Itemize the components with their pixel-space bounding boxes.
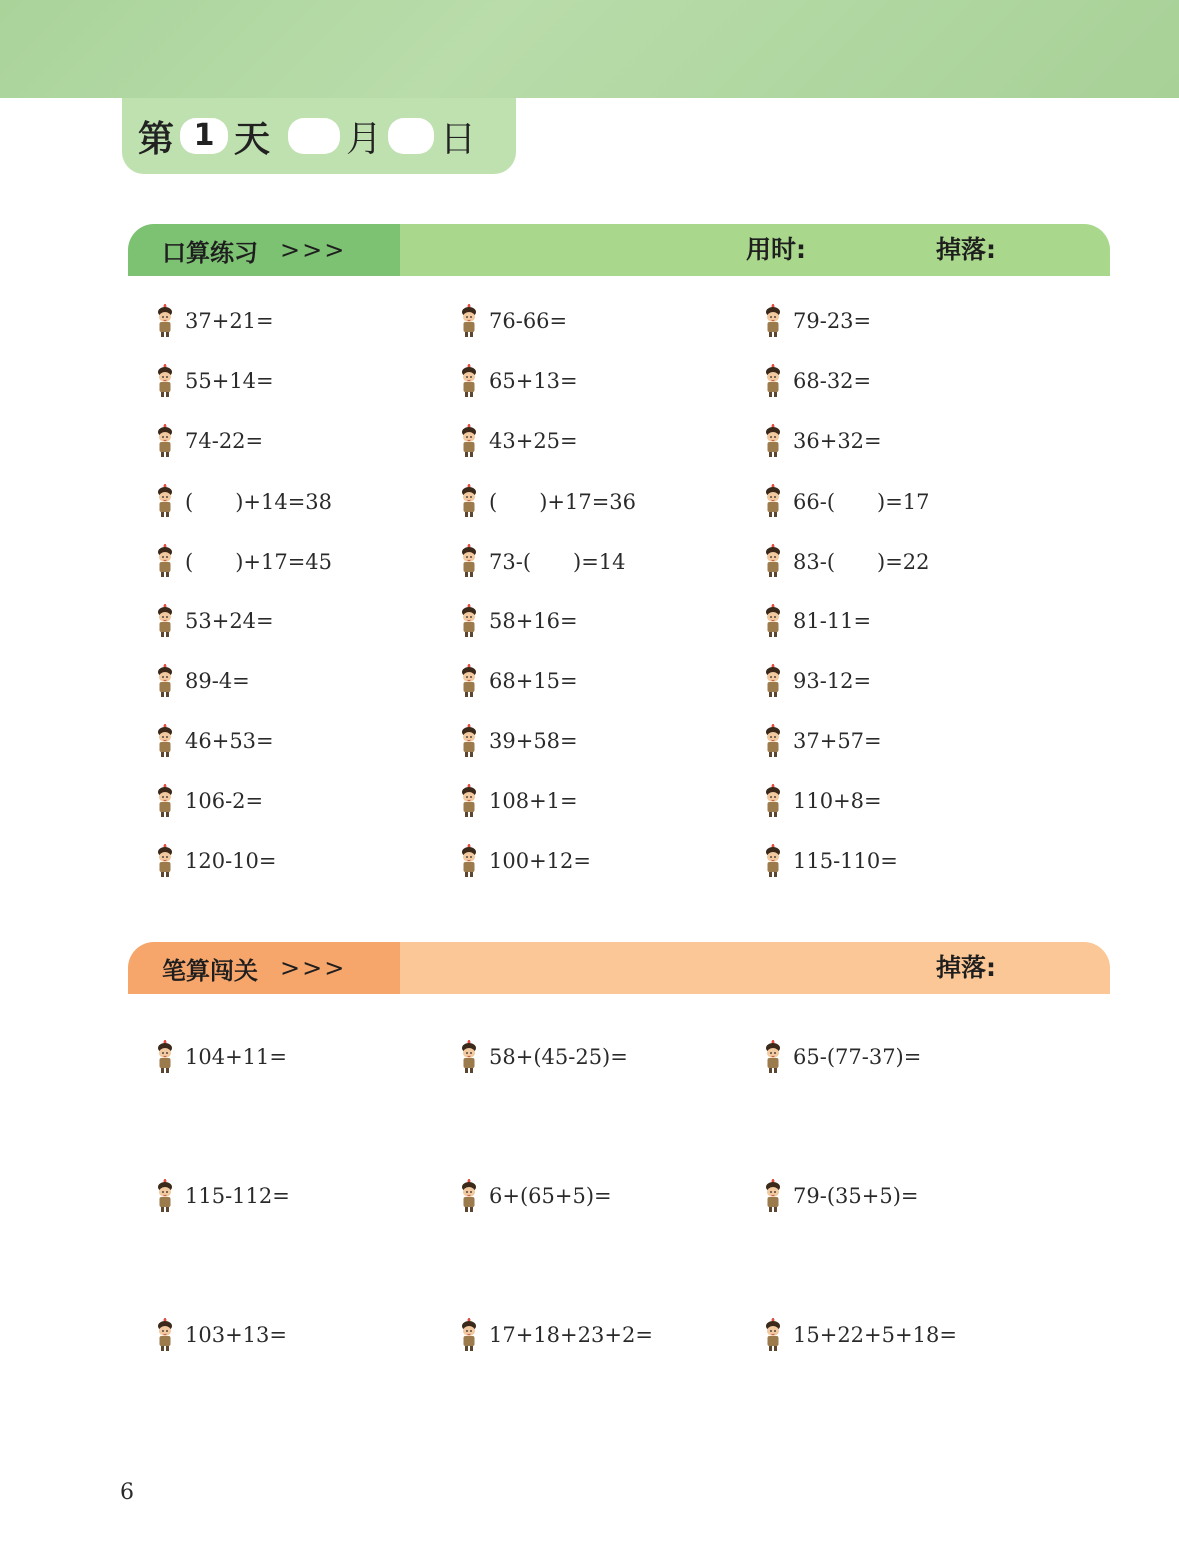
mental-problem-text: ( )+14=38 [185, 490, 333, 514]
boy-icon [459, 544, 479, 578]
mental-problem-text: 120-10= [185, 849, 277, 873]
time-used-label: 用时: [746, 235, 806, 264]
mental-problem-text: 55+14= [185, 369, 274, 393]
boy-icon [155, 1040, 175, 1074]
mental-problem-text: 46+53= [185, 729, 274, 753]
mental-problem-text: 74-22= [185, 429, 264, 453]
written-problem[interactable] [155, 1315, 287, 1355]
mental-problem-text: 106-2= [185, 789, 264, 813]
mental-problem[interactable] [155, 781, 263, 821]
written-problem-text: 15+22+5+18= [793, 1323, 957, 1347]
boy-icon [459, 1179, 479, 1213]
mental-problem-text: 65+13= [489, 369, 578, 393]
month-blank[interactable] [288, 118, 340, 154]
mental-problem[interactable] [459, 661, 578, 701]
boy-icon [763, 544, 783, 578]
mental-problem[interactable] [763, 781, 882, 821]
boy-icon [763, 604, 783, 638]
boy-icon [155, 844, 175, 878]
written-problem-text: 58+(45-25)= [489, 1045, 628, 1069]
boy-icon [763, 844, 783, 878]
written-problem-text: 65-(77-37)= [793, 1045, 922, 1069]
mental-problem-text: ( )+17=36 [489, 490, 637, 514]
boy-icon [155, 544, 175, 578]
mental-problem-text: 36+32= [793, 429, 882, 453]
mental-problem-text: 43+25= [489, 429, 578, 453]
boy-icon [763, 664, 783, 698]
written-problem-text: 6+(65+5)= [489, 1184, 612, 1208]
boy-icon [459, 1040, 479, 1074]
mental-problem-text: 79-23= [793, 309, 872, 333]
written-problem[interactable] [763, 1176, 918, 1216]
mental-math-title-box [128, 224, 400, 276]
boy-icon [155, 784, 175, 818]
mental-problem[interactable] [763, 541, 930, 581]
mental-problem-text: 89-4= [185, 669, 250, 693]
written-problem[interactable] [155, 1176, 290, 1216]
mental-problem[interactable] [155, 661, 250, 701]
boy-icon [155, 304, 175, 338]
mental-problem[interactable] [155, 301, 274, 341]
mental-problem[interactable] [459, 421, 578, 461]
mental-problem-text: 115-110= [793, 849, 898, 873]
written-math-title-box [128, 942, 400, 994]
written-math-bar [128, 942, 1110, 994]
written-math-stats [400, 942, 1110, 994]
boy-icon [763, 484, 783, 518]
day-suffix: 天 [234, 118, 271, 160]
mental-problem-text: 108+1= [489, 789, 578, 813]
mental-problem-text: 100+12= [489, 849, 591, 873]
mental-problem[interactable] [459, 361, 578, 401]
written-problem-text: 115-112= [185, 1184, 290, 1208]
mental-problem[interactable] [763, 421, 882, 461]
boy-icon [155, 484, 175, 518]
mental-problem-text: 68-32= [793, 369, 872, 393]
mental-problem[interactable] [763, 301, 871, 341]
day-header [122, 98, 516, 174]
mental-problem[interactable] [155, 541, 332, 581]
boy-icon [459, 424, 479, 458]
mental-problem-text: 58+16= [489, 609, 578, 633]
mental-problem-text: 37+21= [185, 309, 274, 333]
mental-problem[interactable] [155, 421, 263, 461]
date-blank[interactable] [388, 118, 434, 154]
mental-problem[interactable] [763, 361, 871, 401]
mental-problem[interactable] [459, 541, 626, 581]
boy-icon [763, 784, 783, 818]
boy-icon [155, 1318, 175, 1352]
written-problem-text: 103+13= [185, 1323, 287, 1347]
mental-problem[interactable] [459, 601, 578, 641]
mental-problem-text: 53+24= [185, 609, 274, 633]
mental-problem[interactable] [763, 601, 871, 641]
written-drop-label: 掉落: [936, 953, 996, 982]
mental-problem[interactable] [763, 841, 898, 881]
boy-icon [459, 484, 479, 518]
mental-math-bar [128, 224, 1110, 276]
boy-icon [763, 1179, 783, 1213]
mental-problem[interactable] [459, 721, 578, 761]
written-problem-text: 104+11= [185, 1045, 287, 1069]
written-problem-text: 79-(35+5)= [793, 1184, 919, 1208]
boy-icon [763, 304, 783, 338]
month-label: 月 [346, 118, 383, 160]
date-label: 日 [440, 118, 477, 160]
mental-problem-text: 68+15= [489, 669, 578, 693]
boy-icon [155, 604, 175, 638]
mental-problem[interactable] [763, 661, 871, 701]
page-number: 6 [120, 1480, 134, 1505]
top-decorative-band [0, 0, 1179, 98]
mental-problem[interactable] [155, 481, 332, 521]
mental-problem[interactable] [763, 481, 930, 521]
written-problem[interactable] [155, 1037, 287, 1077]
boy-icon [459, 664, 479, 698]
mental-math-title: 口算练习 [162, 238, 258, 267]
mental-problem[interactable] [459, 301, 567, 341]
boy-icon [459, 304, 479, 338]
boy-icon [155, 724, 175, 758]
mental-problem-text: 110+8= [793, 789, 882, 813]
boy-icon [763, 724, 783, 758]
written-math-title: 笔算闯关 [162, 956, 258, 985]
mental-problem-text: 37+57= [793, 729, 882, 753]
mental-problem[interactable] [763, 721, 882, 761]
written-problem[interactable] [459, 1176, 612, 1216]
boy-icon [763, 424, 783, 458]
mental-problem[interactable] [155, 361, 274, 401]
mental-problem-text: 66-( )=17 [793, 490, 930, 514]
written-problem[interactable] [459, 1315, 653, 1355]
boy-icon [763, 1318, 783, 1352]
mental-drop-label: 掉落: [936, 235, 996, 264]
boy-icon [155, 424, 175, 458]
boy-icon [459, 1318, 479, 1352]
mental-math-arrows: >>> [280, 236, 347, 264]
boy-icon [459, 364, 479, 398]
mental-problem-text: 39+58= [489, 729, 578, 753]
mental-problem[interactable] [155, 601, 274, 641]
boy-icon [763, 364, 783, 398]
boy-icon [155, 664, 175, 698]
boy-icon [155, 1179, 175, 1213]
mental-problem[interactable] [155, 721, 274, 761]
written-math-arrows: >>> [280, 954, 347, 982]
written-problem[interactable] [763, 1037, 921, 1077]
mental-problem-text: 93-12= [793, 669, 872, 693]
boy-icon [459, 784, 479, 818]
mental-problem-text: ( )+17=45 [185, 550, 333, 574]
boy-icon [459, 724, 479, 758]
mental-problem[interactable] [459, 841, 591, 881]
day-prefix: 第 [138, 118, 175, 160]
mental-problem-text: 73-( )=14 [489, 550, 626, 574]
mental-problem-text: 81-11= [793, 609, 872, 633]
boy-icon [155, 364, 175, 398]
boy-icon [763, 1040, 783, 1074]
mental-problem[interactable] [155, 841, 277, 881]
boy-icon [459, 844, 479, 878]
day-number: 1 [180, 118, 228, 154]
mental-problem[interactable] [459, 481, 636, 521]
written-problem[interactable] [459, 1037, 628, 1077]
boy-icon [459, 604, 479, 638]
mental-problem[interactable] [459, 781, 578, 821]
mental-problem-text: 76-66= [489, 309, 568, 333]
written-problem[interactable] [763, 1315, 957, 1355]
written-problem-text: 17+18+23+2= [489, 1323, 653, 1347]
mental-problem-text: 83-( )=22 [793, 550, 930, 574]
